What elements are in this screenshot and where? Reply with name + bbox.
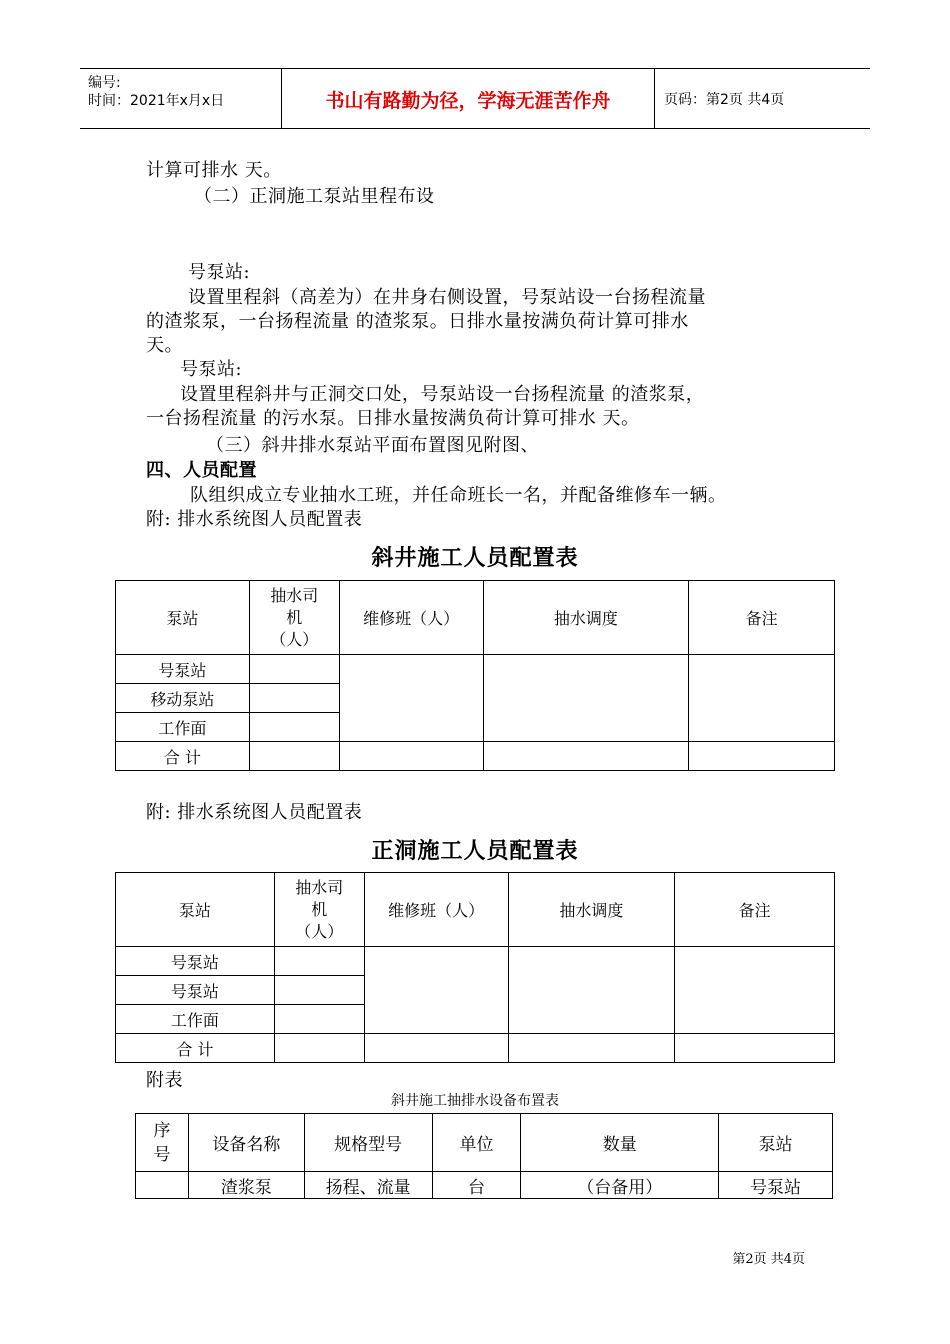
table-header-cell: 泵站 bbox=[116, 873, 275, 947]
table-cell bbox=[136, 1172, 189, 1199]
staffing-table-main-tunnel bbox=[115, 872, 835, 1063]
table-header-cell: 规格型号 bbox=[304, 1114, 432, 1172]
table-row-label: 号泵站 bbox=[116, 947, 275, 976]
table-cell: 渣浆泵 bbox=[188, 1172, 304, 1199]
staffing-table-incline bbox=[115, 580, 835, 771]
table-cell bbox=[508, 1034, 675, 1063]
header-bottom-rule bbox=[80, 128, 870, 129]
header-motto: 书山有路勤为径，学海无涯苦作舟 bbox=[325, 90, 611, 112]
table-header-cell: 泵站 bbox=[116, 581, 250, 655]
table-cell bbox=[274, 1005, 364, 1034]
table-cell bbox=[483, 655, 689, 742]
table-cell bbox=[689, 655, 835, 742]
section-subheading: （二）正洞施工泵站里程布设 bbox=[194, 186, 435, 207]
table-cell bbox=[675, 1034, 835, 1063]
table-title: 正洞施工人员配置表 bbox=[371, 839, 579, 864]
appendix-note: 附: 排水系统图人员配置表 bbox=[146, 802, 363, 823]
table-cell bbox=[274, 1034, 364, 1063]
text-line: 计算可排水 天。 bbox=[146, 160, 282, 181]
table-header-cell: 抽水调度 bbox=[508, 873, 675, 947]
text-line: 设置里程斜（高差为）在井身右侧设置，号泵站设一台扬程流量 bbox=[188, 287, 706, 308]
table-header-cell: 设备名称 bbox=[188, 1114, 304, 1172]
table-row-label: 工作面 bbox=[116, 713, 250, 742]
text-line: 天。 bbox=[146, 335, 183, 356]
section-subheading: （三）斜井排水泵站平面布置图见附图、 bbox=[206, 435, 539, 456]
table-cell bbox=[675, 947, 835, 1034]
table-header-cell: 泵站 bbox=[719, 1114, 833, 1172]
appendix-note: 附: 排水系统图人员配置表 bbox=[146, 509, 363, 530]
text-line: 设置里程斜井与正洞交口处，号泵站设一台扬程流量 的渣浆泵， bbox=[180, 384, 705, 405]
document-code-label: 编号: bbox=[88, 75, 121, 91]
text-line: 一台扬程流量 的污水泵。日排水量按满负荷计算可排水 天。 bbox=[146, 408, 640, 429]
table-row-label: 号泵站 bbox=[116, 655, 250, 684]
table-cell bbox=[508, 947, 675, 1034]
header-top-rule bbox=[80, 68, 870, 69]
table-cell bbox=[249, 655, 339, 684]
text-line: 的渣浆泵，一台扬程流量 的渣浆泵。日排水量按满负荷计算可排水 bbox=[146, 311, 689, 332]
table-header-cell: 维修班（人） bbox=[364, 873, 508, 947]
document-date: 时间：2021年x月x日 bbox=[88, 93, 225, 109]
table-cell bbox=[249, 742, 339, 771]
table-cell: 台 bbox=[432, 1172, 521, 1199]
table-cell bbox=[483, 742, 689, 771]
table-cell bbox=[364, 1034, 508, 1063]
table-title: 斜井施工抽排水设备布置表 bbox=[391, 1093, 559, 1109]
header-page-number: 页码：第2页 共4页 bbox=[664, 92, 785, 108]
table-row-label: 合 计 bbox=[116, 742, 250, 771]
equipment-table bbox=[135, 1113, 833, 1199]
table-header-cell: 维修班（人） bbox=[339, 581, 483, 655]
table-row-label: 合 计 bbox=[116, 1034, 275, 1063]
table-header-cell: 抽水司 机 （人） bbox=[249, 581, 339, 655]
section-heading: 四、人员配置 bbox=[146, 460, 257, 481]
table-header-cell: 备注 bbox=[689, 581, 835, 655]
pump-station-label: 号泵站: bbox=[188, 262, 251, 283]
table-header-cell: 单位 bbox=[432, 1114, 521, 1172]
table-header-cell: 序 号 bbox=[136, 1114, 189, 1172]
table-cell bbox=[689, 742, 835, 771]
table-cell bbox=[274, 947, 364, 976]
table-cell bbox=[274, 976, 364, 1005]
table-title: 斜井施工人员配置表 bbox=[371, 546, 579, 571]
table-row-label: 移动泵站 bbox=[116, 684, 250, 713]
table-row-label: 号泵站 bbox=[116, 976, 275, 1005]
table-header-cell: 抽水调度 bbox=[483, 581, 689, 655]
table-header-cell: 抽水司 机 （人） bbox=[274, 873, 364, 947]
table-cell: 号泵站 bbox=[719, 1172, 833, 1199]
table-header-cell: 备注 bbox=[675, 873, 835, 947]
table-cell: 扬程、流量 bbox=[304, 1172, 432, 1199]
table-cell: （台备用） bbox=[521, 1172, 719, 1199]
table-cell bbox=[339, 655, 483, 742]
footer-page-number: 第2页 共4页 bbox=[732, 1252, 805, 1267]
table-cell bbox=[364, 947, 508, 1034]
table-cell bbox=[249, 713, 339, 742]
table-header-cell: 数量 bbox=[521, 1114, 719, 1172]
header-divider bbox=[654, 68, 655, 128]
text-line: 队组织成立专业抽水工班，并任命班长一名，并配备维修车一辆。 bbox=[190, 485, 727, 506]
table-cell bbox=[339, 742, 483, 771]
appendix-label: 附表 bbox=[146, 1070, 183, 1091]
table-row-label: 工作面 bbox=[116, 1005, 275, 1034]
table-cell bbox=[249, 684, 339, 713]
pump-station-label: 号泵站: bbox=[180, 359, 243, 380]
